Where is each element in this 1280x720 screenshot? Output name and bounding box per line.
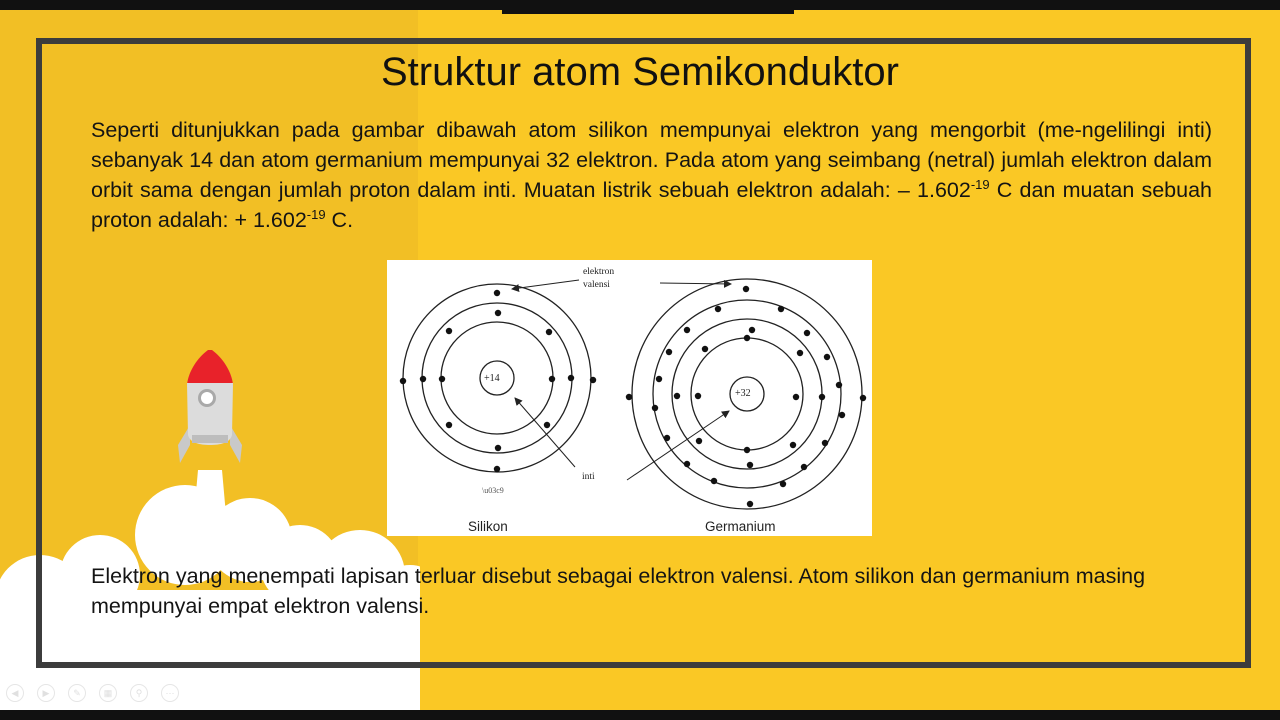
valence-paragraph: Elektron yang menempati lapisan terluar disebut sebagai elektron valensi. Atom silikon dan germanium masing mempunyai empat elektron valensi. bbox=[91, 564, 1146, 618]
valence-arrow-germanium bbox=[660, 283, 731, 284]
nucleus-label: inti bbox=[582, 472, 595, 482]
bottom-letterbox bbox=[0, 710, 1280, 720]
prev-icon[interactable]: ◀ bbox=[6, 684, 24, 702]
top-tab bbox=[502, 0, 794, 14]
slide-title: Struktur atom Semikonduktor bbox=[381, 50, 899, 94]
germanium-caption: Germanium bbox=[705, 519, 776, 534]
pen-icon[interactable]: ✎ bbox=[68, 684, 86, 702]
intro-text-part1: Seperti ditunjukkan pada gambar dibawah atom silikon mempunyai elektron yang mengorbit (me-ngelilingi inti) sebanyak 14 dan atom germanium mempunyai 32 elektron. Pada atom yang seimbang (netral) jumlah elektron dalam orbit sama dengan jumlah proton dalam inti. Muatan listrik sebuah elektron adalah: – 1.602 bbox=[91, 118, 1212, 202]
intro-text-part2: C dan muatan sebuah proton adalah: + 1.602 bbox=[91, 178, 1213, 232]
next-icon[interactable]: ▶ bbox=[37, 684, 55, 702]
stray-mark: \u03c9 bbox=[482, 486, 504, 495]
exponent-proton: -19 bbox=[306, 206, 326, 222]
atom-structure-figure bbox=[387, 260, 872, 536]
slideshow-toolbar bbox=[6, 684, 196, 704]
more-icon[interactable]: ⋯ bbox=[161, 684, 179, 702]
silicon-caption: Silikon bbox=[468, 519, 508, 534]
nucleus-arrow-germanium bbox=[627, 411, 729, 480]
germanium-nucleus-label: +32 bbox=[735, 388, 751, 399]
valence-arrow-silicon bbox=[512, 280, 579, 289]
zoom-icon[interactable]: ⚲ bbox=[130, 684, 148, 702]
slides-icon[interactable]: ▦ bbox=[99, 684, 117, 702]
intro-paragraph bbox=[91, 115, 1212, 235]
valence-label-line2: valensi bbox=[583, 280, 610, 290]
exponent-electron: -19 bbox=[970, 176, 990, 192]
valence-label-line1: elektron bbox=[583, 267, 615, 277]
silicon-nucleus-label: +14 bbox=[484, 373, 500, 384]
intro-text-part3: C. bbox=[325, 208, 354, 232]
